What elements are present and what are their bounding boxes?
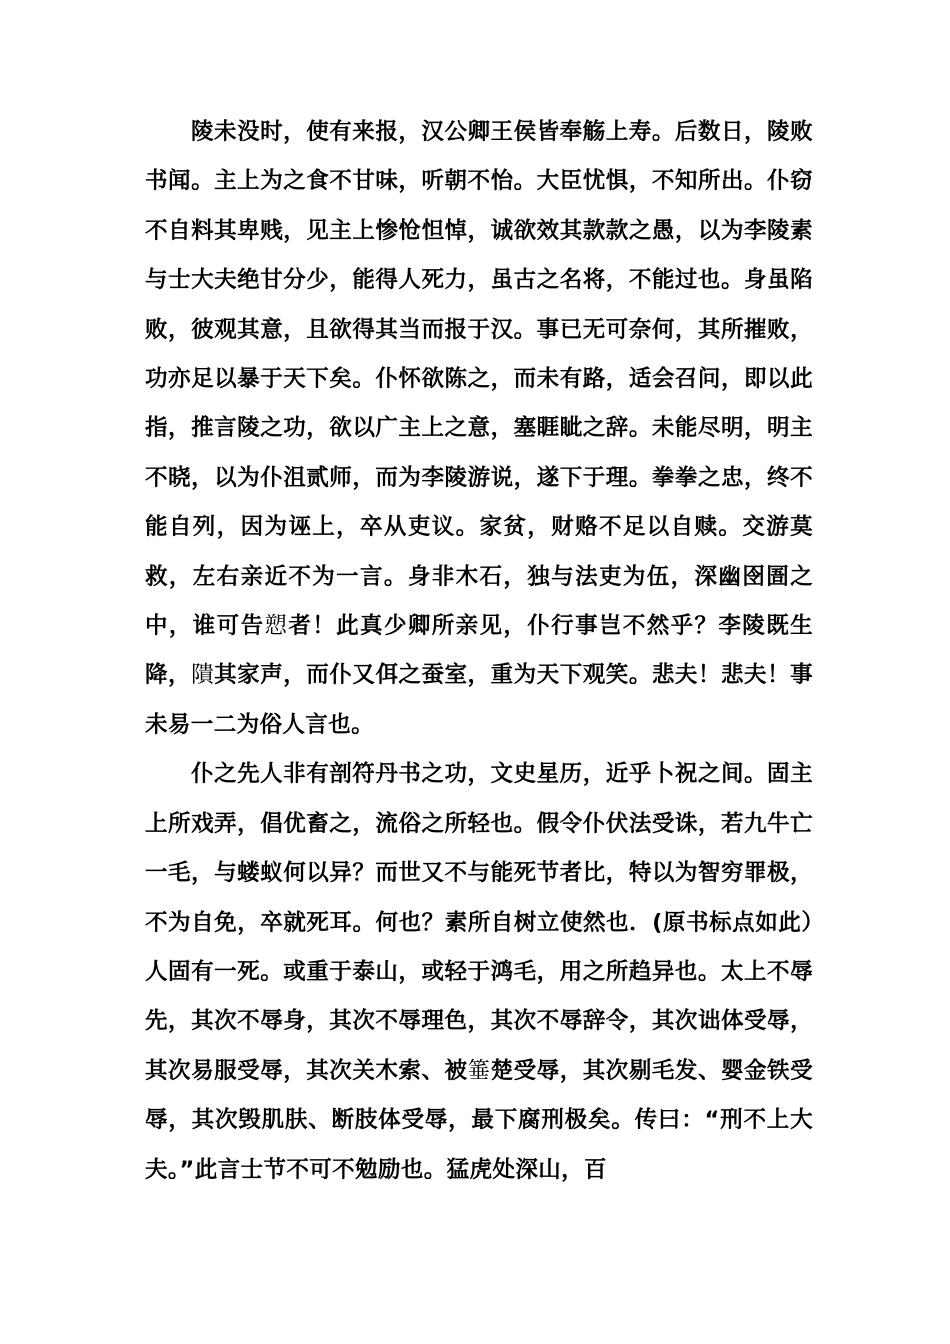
paragraph-1-text-c: 其家声，而仆又佴之蚕室，重为天下观笑。悲夫！悲夫！事未易一二为俗人言也。 [145, 662, 813, 738]
rare-char-chui: 箠 [467, 1057, 491, 1084]
rare-char-tui: 隤 [191, 662, 215, 689]
rare-char-su: 愬 [264, 613, 289, 640]
paragraph-1-text-a: 陵未没时，使有来报，汉公卿王侯皆奉觞上寿。后数日，陵败书闻。主上为之食不甘味，听朝不怡。大臣忧惧，不知所出。仆窃不自料其卑贱，见主上惨怆怛悼，诚欲效其款款之愚，以为李陵素与士大夫绝甘分少，能得人死力，虽古之名将，不能过也。身虽陷败，彼观其意，且欲得其当而报于汉。事已无可奈何，其所摧败，功亦足以暴于天下矣。仆怀欲陈之，而未有路，适会召问，即以此指，推言陵之功，欲以广主上之意，塞睚眦之辞。未能尽明，明主不晓，以为仆沮贰师，而为李陵游说，遂下于理。拳拳之忠，终不能自列，因为诬上，卒从吏议。家贫，财赂不足以自赎。交游莫救，左右亲近不为一言。身非木石，独与法吏为伍，深幽囹圄之中，谁可告 [145, 119, 813, 640]
document-page [145, 108, 813, 1195]
paragraph-2-text-b: 楚受辱，其次剔毛发、婴金铁受辱，其次毁肌肤、断肢体受辱，最下腐刑极矣。传曰：“刑不上大夫。”此言士节不可不勉励也。猛虎处深山，百 [145, 1057, 813, 1183]
paragraph-2-text-a: 仆之先人非有剖符丹书之功，文史星历，近乎卜祝之间。固主上所戏弄，倡优畜之，流俗之所轻也。假令仆伏法受诛，若九牛亡一毛，与蝼蚁何以异？而世又不与能死节者比，特以为智穷罪极，不为自免，卒就死耳。何也？素所自树立使然也．(原书标点如此）人固有一死。或重于泰山，或轻于鸿毛，用之所趋异也。太上不辱先，其次不辱身，其次不辱理色，其次不辱辞令，其次诎体受辱，其次易服受辱，其次关木索、被 [145, 761, 813, 1084]
paragraph-1-text-b: 者！此真少卿所亲见，仆行事岂不然乎？李陵既生降， [145, 613, 813, 689]
paragraph-1 [145, 108, 813, 750]
paragraph-2 [145, 750, 813, 1195]
